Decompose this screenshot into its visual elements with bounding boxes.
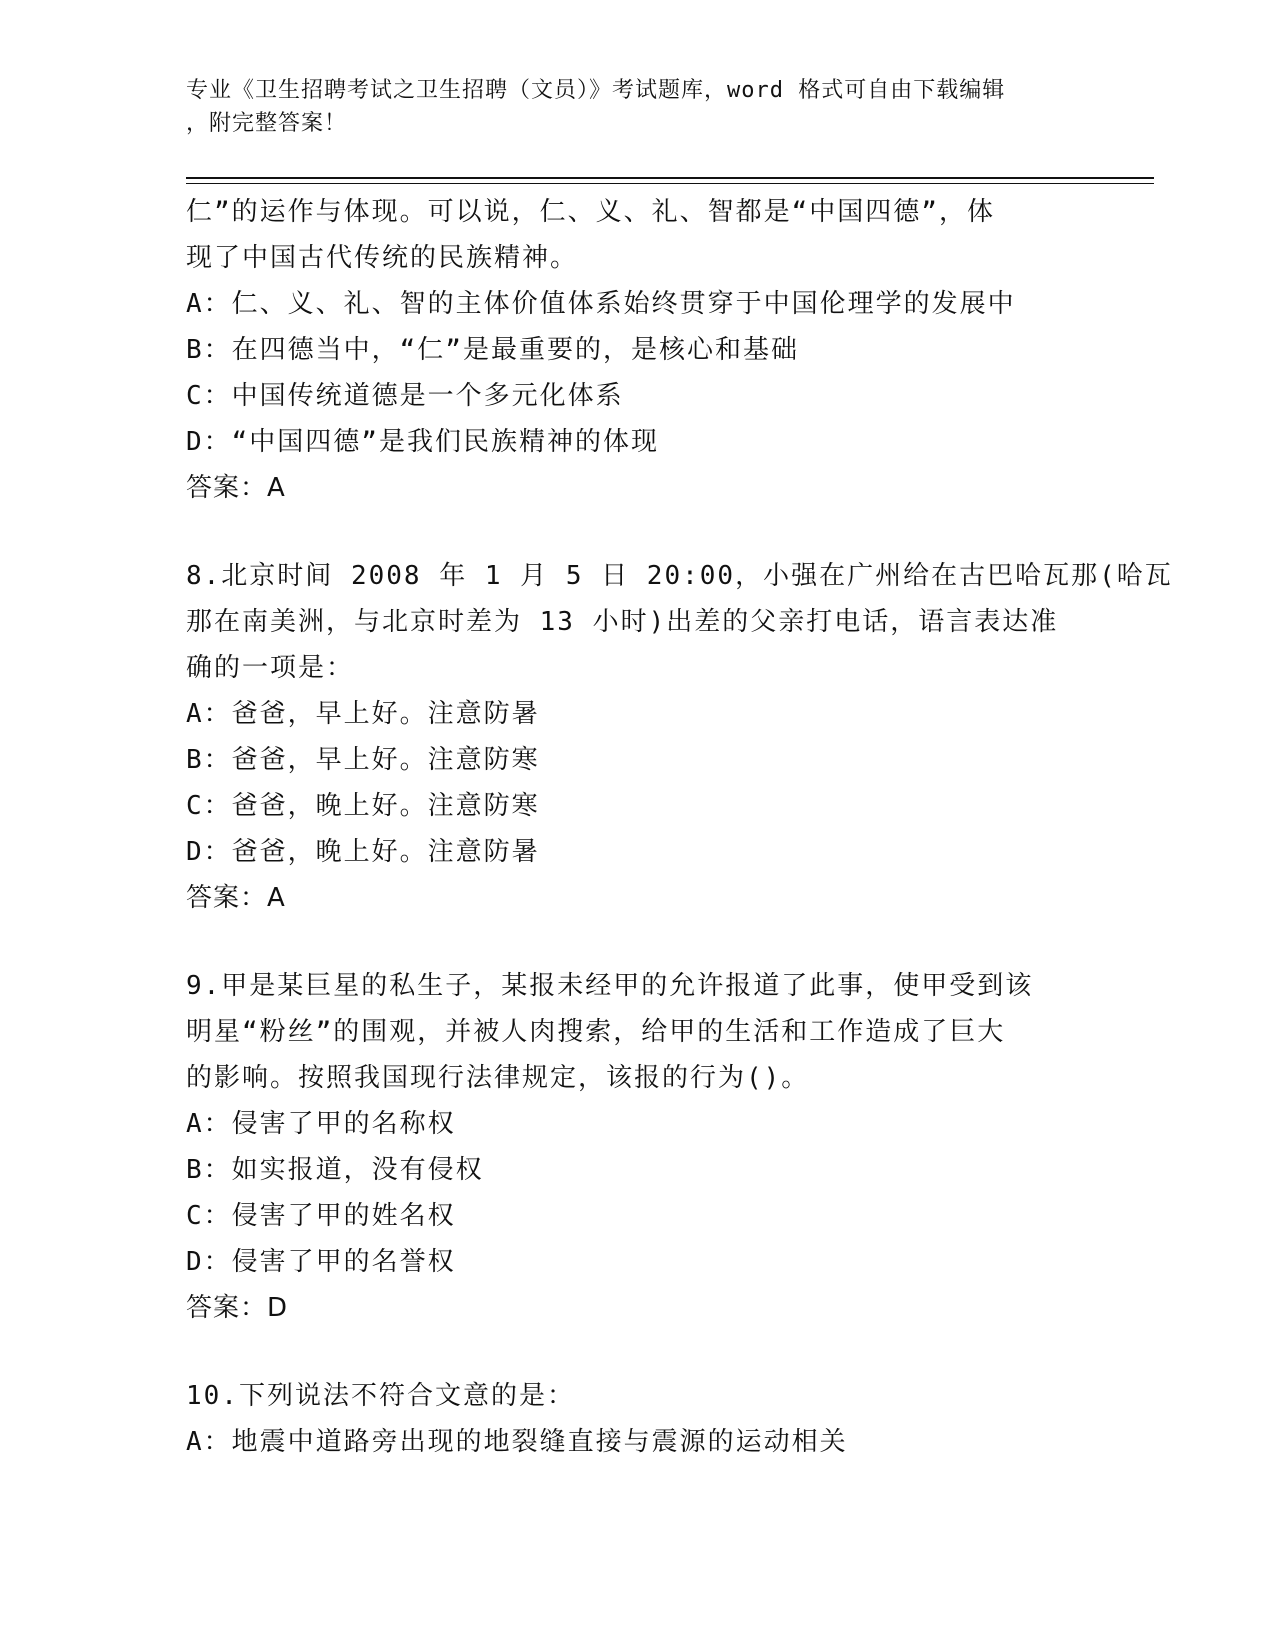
option-c: C：侵害了甲的姓名权 xyxy=(186,1201,456,1231)
option-c: C：中国传统道德是一个多元化体系 xyxy=(186,381,624,411)
option-d: D：“中国四德”是我们民族精神的体现 xyxy=(186,427,659,457)
answer-label: 答案：A xyxy=(186,883,286,913)
header-line-1: 专业《卫生招聘考试之卫生招聘（文员）》考试题库，word 格式可自由下载编辑 xyxy=(186,78,1006,103)
option-a: A：仁、义、礼、智的主体价值体系始终贯穿于中国伦理学的发展中 xyxy=(186,289,1016,319)
question-stem-line: 仁”的运作与体现。可以说，仁、义、礼、智都是“中国四德”，体 xyxy=(186,197,995,227)
question-7 xyxy=(186,189,1086,511)
question-stem-line: 的影响。按照我国现行法律规定，该报的行为()。 xyxy=(186,1063,810,1093)
option-b: B：爸爸，早上好。注意防寒 xyxy=(186,745,540,775)
option-d: D：爸爸，晚上好。注意防暑 xyxy=(186,837,540,867)
header-line-2: ，附完整答案！ xyxy=(186,111,348,136)
header-divider-bottom xyxy=(186,183,1154,184)
option-b: B：如实报道，没有侵权 xyxy=(186,1155,484,1185)
option-b: B：在四德当中，“仁”是最重要的，是核心和基础 xyxy=(186,335,799,365)
answer-label: 答案：D xyxy=(186,1293,289,1323)
option-a: A：爸爸，早上好。注意防暑 xyxy=(186,699,540,729)
option-a: A：侵害了甲的名称权 xyxy=(186,1109,456,1139)
question-9 xyxy=(186,963,1086,1331)
document-body xyxy=(186,189,1173,1465)
option-d: D：侵害了甲的名誉权 xyxy=(186,1247,456,1277)
question-stem-line: 现了中国古代传统的民族精神。 xyxy=(186,243,579,273)
answer-label: 答案：A xyxy=(186,473,286,503)
question-stem-line: 明星“粉丝”的围观，并被人肉搜索，给甲的生活和工作造成了巨大 xyxy=(186,1017,1006,1047)
document-header xyxy=(186,74,1066,140)
option-a: A：地震中道路旁出现的地裂缝直接与震源的运动相关 xyxy=(186,1427,848,1457)
question-stem-line: 8.北京时间 2008 年 1 月 5 日 20:00，小强在广州给在古巴哈瓦那(哈瓦 xyxy=(186,561,1173,591)
question-10 xyxy=(186,1373,1086,1465)
header-divider-top xyxy=(186,177,1154,179)
option-c: C：爸爸，晚上好。注意防寒 xyxy=(186,791,540,821)
question-stem-line: 10.下列说法不符合文意的是： xyxy=(186,1381,575,1411)
question-stem-line: 那在南美洲，与北京时差为 13 小时)出差的父亲打电话，语言表达准 xyxy=(186,607,1059,637)
question-stem-line: 9.甲是某巨星的私生子，某报未经甲的允许报道了此事，使甲受到该 xyxy=(186,971,1034,1001)
question-8 xyxy=(186,553,1173,921)
question-stem-line: 确的一项是： xyxy=(186,653,355,683)
